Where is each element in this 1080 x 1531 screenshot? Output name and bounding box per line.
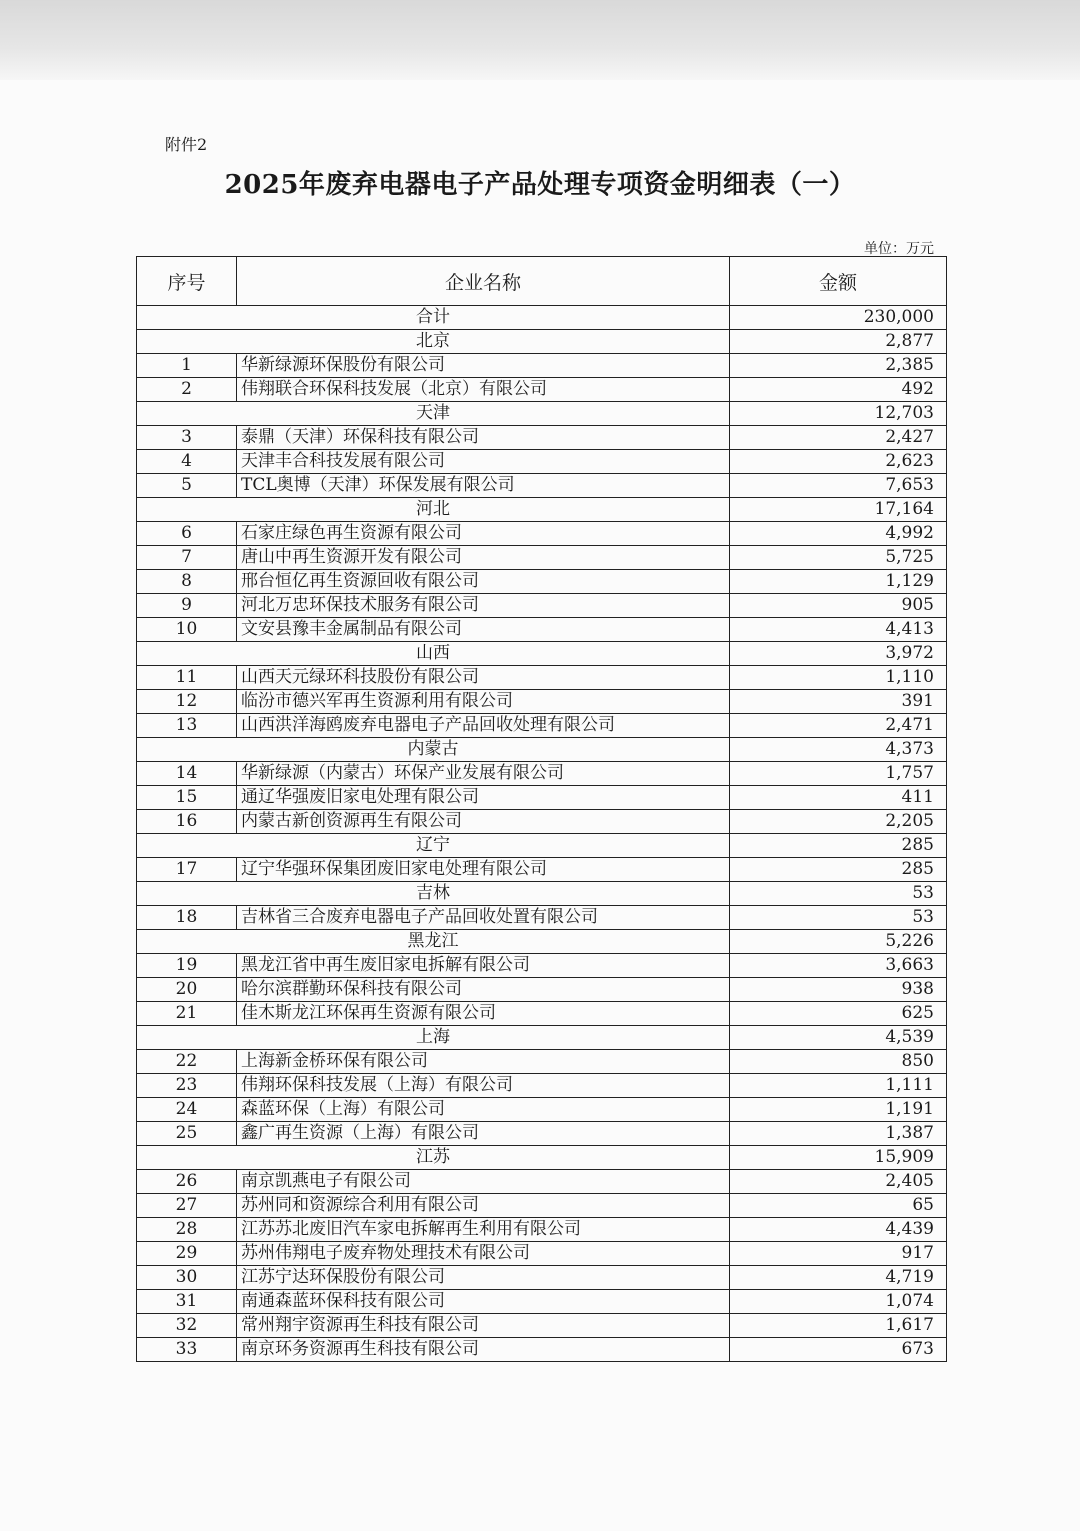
amount: 917 [730, 1242, 947, 1266]
table-row [137, 1194, 947, 1218]
amount: 2,471 [730, 714, 947, 738]
row-number: 32 [137, 1314, 237, 1338]
table-row [137, 666, 947, 690]
table-row [137, 906, 947, 930]
row-number: 27 [137, 1194, 237, 1218]
row-number: 20 [137, 978, 237, 1002]
amount: 15,909 [730, 1146, 947, 1170]
row-number: 26 [137, 1170, 237, 1194]
amount: 905 [730, 594, 947, 618]
company-name: 江苏苏北废旧汽车家电拆解再生利用有限公司 [237, 1218, 730, 1242]
amount: 850 [730, 1050, 947, 1074]
company-name: 南京凯燕电子有限公司 [237, 1170, 730, 1194]
region-name: 北京 [137, 330, 730, 354]
row-number: 2 [137, 378, 237, 402]
funding-table [136, 256, 947, 1362]
company-name: 苏州同和资源综合利用有限公司 [237, 1194, 730, 1218]
table-body [137, 306, 947, 1362]
company-name: 河北万忠环保技术服务有限公司 [237, 594, 730, 618]
company-name: 天津丰合科技发展有限公司 [237, 450, 730, 474]
company-name: 黑龙江省中再生废旧家电拆解有限公司 [237, 954, 730, 978]
table-row [137, 450, 947, 474]
amount: 2,427 [730, 426, 947, 450]
region-name: 河北 [137, 498, 730, 522]
total-label: 合计 [137, 306, 730, 330]
region-row [137, 330, 947, 354]
region-name: 山西 [137, 642, 730, 666]
table-row [137, 1266, 947, 1290]
amount: 2,623 [730, 450, 947, 474]
region-name: 江苏 [137, 1146, 730, 1170]
table-header [137, 257, 947, 306]
row-number: 25 [137, 1122, 237, 1146]
amount: 285 [730, 834, 947, 858]
region-name: 天津 [137, 402, 730, 426]
company-name: 哈尔滨群勤环保科技有限公司 [237, 978, 730, 1002]
amount: 4,992 [730, 522, 947, 546]
table-row [137, 594, 947, 618]
amount: 938 [730, 978, 947, 1002]
table-row [137, 570, 947, 594]
table-row [137, 690, 947, 714]
company-name: 唐山中再生资源开发有限公司 [237, 546, 730, 570]
company-name: 石家庄绿色再生资源有限公司 [237, 522, 730, 546]
company-name: 常州翔宇资源再生科技有限公司 [237, 1314, 730, 1338]
table-row [137, 978, 947, 1002]
company-name: 苏州伟翔电子废弃物处理技术有限公司 [237, 1242, 730, 1266]
row-number: 6 [137, 522, 237, 546]
company-name: 伟翔联合环保科技发展（北京）有限公司 [237, 378, 730, 402]
amount: 7,653 [730, 474, 947, 498]
region-row [137, 1146, 947, 1170]
amount: 3,972 [730, 642, 947, 666]
table-row [137, 1170, 947, 1194]
table-row [137, 1098, 947, 1122]
table-row [137, 1050, 947, 1074]
company-name: 江苏宁达环保股份有限公司 [237, 1266, 730, 1290]
table-row [137, 1242, 947, 1266]
amount: 4,539 [730, 1026, 947, 1050]
document-title: 2025年废弃电器电子产品处理专项资金明细表（一） [224, 170, 856, 200]
row-number: 33 [137, 1338, 237, 1362]
company-name: 文安县豫丰金属制品有限公司 [237, 618, 730, 642]
company-name: 内蒙古新创资源再生有限公司 [237, 810, 730, 834]
row-number: 28 [137, 1218, 237, 1242]
table-row [137, 858, 947, 882]
amount: 65 [730, 1194, 947, 1218]
amount: 2,877 [730, 330, 947, 354]
company-name: 南通森蓝环保科技有限公司 [237, 1290, 730, 1314]
amount: 1,757 [730, 762, 947, 786]
row-number: 8 [137, 570, 237, 594]
table-row [137, 954, 947, 978]
amount: 411 [730, 786, 947, 810]
table-row [137, 354, 947, 378]
table-row [137, 1218, 947, 1242]
table-row [137, 1002, 947, 1026]
table-row [137, 762, 947, 786]
row-number: 24 [137, 1098, 237, 1122]
company-name: TCL奥博（天津）环保发展有限公司 [237, 474, 730, 498]
row-number: 23 [137, 1074, 237, 1098]
table-row [137, 1338, 947, 1362]
row-number: 14 [137, 762, 237, 786]
total-row [137, 306, 947, 330]
header-no: 序号 [137, 257, 237, 306]
amount: 17,164 [730, 498, 947, 522]
table-row [137, 1074, 947, 1098]
header-amount: 金额 [730, 257, 947, 306]
amount: 4,719 [730, 1266, 947, 1290]
company-name: 鑫广再生资源（上海）有限公司 [237, 1122, 730, 1146]
amount: 1,129 [730, 570, 947, 594]
row-number: 7 [137, 546, 237, 570]
attachment-label: 附件2 [165, 135, 208, 154]
amount: 5,725 [730, 546, 947, 570]
amount: 391 [730, 690, 947, 714]
row-number: 30 [137, 1266, 237, 1290]
company-name: 南京环务资源再生科技有限公司 [237, 1338, 730, 1362]
amount: 4,373 [730, 738, 947, 762]
table-row [137, 714, 947, 738]
row-number: 19 [137, 954, 237, 978]
amount: 2,385 [730, 354, 947, 378]
table-row [137, 426, 947, 450]
amount: 1,387 [730, 1122, 947, 1146]
region-row [137, 498, 947, 522]
row-number: 11 [137, 666, 237, 690]
row-number: 29 [137, 1242, 237, 1266]
company-name: 华新绿源（内蒙古）环保产业发展有限公司 [237, 762, 730, 786]
row-number: 15 [137, 786, 237, 810]
amount: 1,617 [730, 1314, 947, 1338]
amount: 4,413 [730, 618, 947, 642]
company-name: 通辽华强废旧家电处理有限公司 [237, 786, 730, 810]
company-name: 临汾市德兴军再生资源利用有限公司 [237, 690, 730, 714]
company-name: 吉林省三合废弃电器电子产品回收处置有限公司 [237, 906, 730, 930]
region-row [137, 930, 947, 954]
amount: 2,205 [730, 810, 947, 834]
region-name: 上海 [137, 1026, 730, 1050]
amount: 285 [730, 858, 947, 882]
company-name: 邢台恒亿再生资源回收有限公司 [237, 570, 730, 594]
amount: 53 [730, 882, 947, 906]
amount: 492 [730, 378, 947, 402]
company-name: 山西天元绿环科技股份有限公司 [237, 666, 730, 690]
row-number: 1 [137, 354, 237, 378]
row-number: 12 [137, 690, 237, 714]
row-number: 16 [137, 810, 237, 834]
row-number: 21 [137, 1002, 237, 1026]
amount: 3,663 [730, 954, 947, 978]
table-row [137, 618, 947, 642]
amount: 625 [730, 1002, 947, 1026]
table-row [137, 1290, 947, 1314]
region-name: 辽宁 [137, 834, 730, 858]
amount: 1,110 [730, 666, 947, 690]
amount: 2,405 [730, 1170, 947, 1194]
company-name: 华新绿源环保股份有限公司 [237, 354, 730, 378]
table-row [137, 474, 947, 498]
region-row [137, 738, 947, 762]
company-name: 泰鼎（天津）环保科技有限公司 [237, 426, 730, 450]
region-row [137, 402, 947, 426]
table-row [137, 522, 947, 546]
amount: 53 [730, 906, 947, 930]
amount: 230,000 [730, 306, 947, 330]
row-number: 31 [137, 1290, 237, 1314]
company-name: 森蓝环保（上海）有限公司 [237, 1098, 730, 1122]
row-number: 22 [137, 1050, 237, 1074]
company-name: 佳木斯龙江环保再生资源有限公司 [237, 1002, 730, 1026]
amount: 1,191 [730, 1098, 947, 1122]
row-number: 13 [137, 714, 237, 738]
unit-label: 单位：万元 [864, 241, 934, 257]
row-number: 5 [137, 474, 237, 498]
company-name: 上海新金桥环保有限公司 [237, 1050, 730, 1074]
row-number: 3 [137, 426, 237, 450]
row-number: 4 [137, 450, 237, 474]
table-row [137, 810, 947, 834]
region-row [137, 1026, 947, 1050]
table-row [137, 1122, 947, 1146]
table-row [137, 786, 947, 810]
table-row [137, 378, 947, 402]
amount: 12,703 [730, 402, 947, 426]
company-name: 辽宁华强环保集团废旧家电处理有限公司 [237, 858, 730, 882]
row-number: 9 [137, 594, 237, 618]
amount: 1,111 [730, 1074, 947, 1098]
region-row [137, 882, 947, 906]
region-row [137, 642, 947, 666]
header-name: 企业名称 [237, 257, 730, 306]
amount: 5,226 [730, 930, 947, 954]
region-name: 吉林 [137, 882, 730, 906]
company-name: 山西洪洋海鸥废弃电器电子产品回收处理有限公司 [237, 714, 730, 738]
table-row [137, 1314, 947, 1338]
region-name: 内蒙古 [137, 738, 730, 762]
amount: 4,439 [730, 1218, 947, 1242]
scan-shadow [0, 0, 1080, 80]
region-row [137, 834, 947, 858]
row-number: 18 [137, 906, 237, 930]
region-name: 黑龙江 [137, 930, 730, 954]
row-number: 10 [137, 618, 237, 642]
table-row [137, 546, 947, 570]
amount: 1,074 [730, 1290, 947, 1314]
row-number: 17 [137, 858, 237, 882]
amount: 673 [730, 1338, 947, 1362]
company-name: 伟翔环保科技发展（上海）有限公司 [237, 1074, 730, 1098]
